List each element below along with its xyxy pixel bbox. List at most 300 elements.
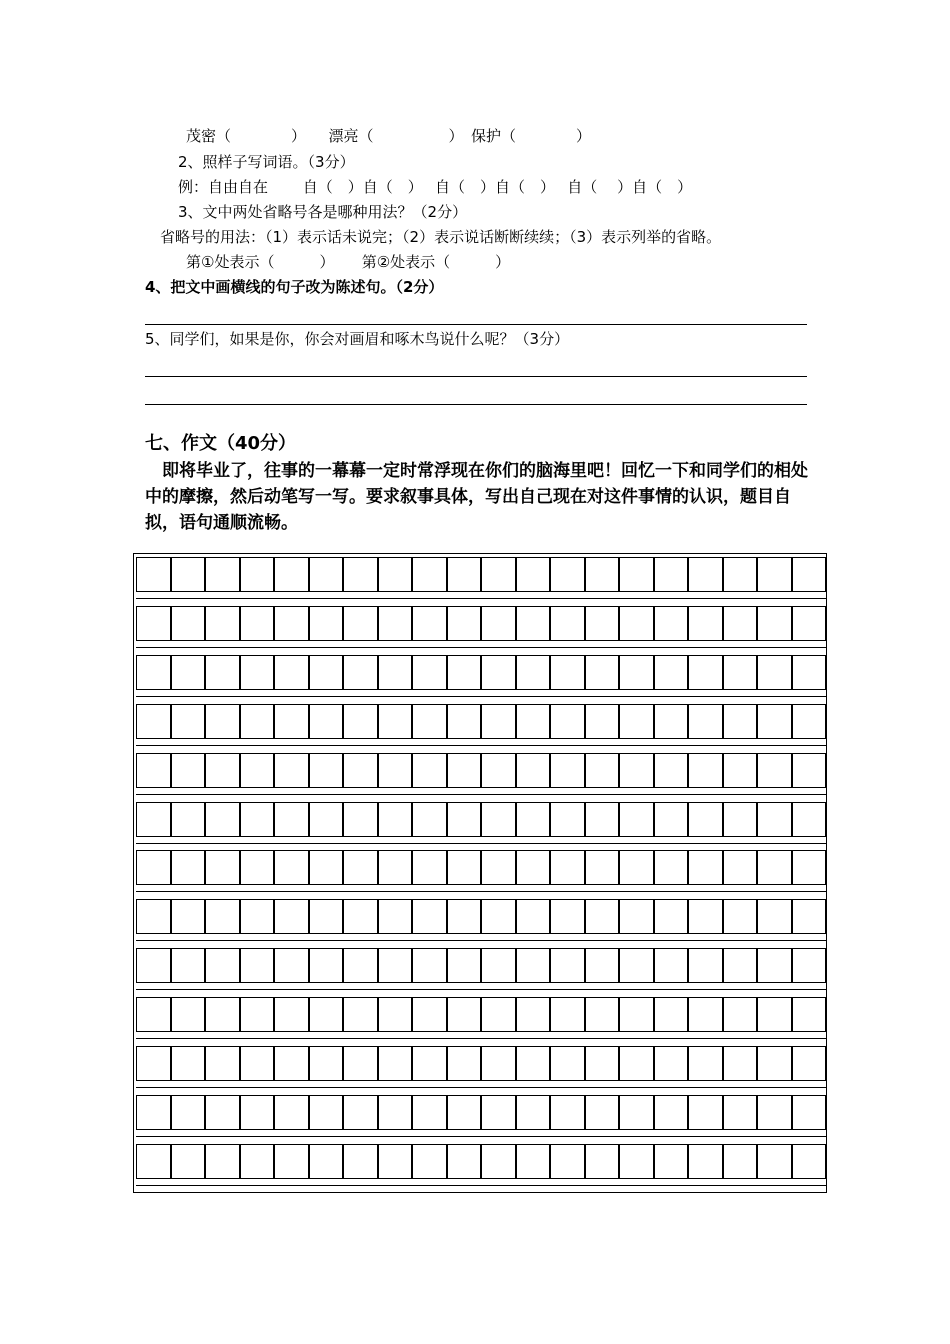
grid-cell[interactable] (378, 1144, 413, 1179)
grid-cell[interactable] (481, 753, 516, 788)
grid-cell[interactable] (274, 606, 309, 641)
grid-cell[interactable] (378, 606, 413, 641)
grid-cell[interactable] (136, 948, 171, 983)
q4-answer-line[interactable] (145, 324, 807, 325)
grid-cell[interactable] (481, 802, 516, 837)
grid-cell[interactable] (343, 948, 378, 983)
grid-row-separator (136, 1087, 826, 1088)
grid-cell[interactable] (654, 850, 689, 885)
grid-row-separator (136, 745, 826, 746)
grid-cell[interactable] (136, 655, 171, 690)
grid-cell[interactable] (585, 1095, 620, 1130)
grid-cell[interactable] (619, 850, 654, 885)
grid-cell[interactable] (550, 606, 585, 641)
grid-cell[interactable] (447, 753, 482, 788)
grid-cell[interactable] (447, 1095, 482, 1130)
grid-cell[interactable] (654, 753, 689, 788)
grid-cell[interactable] (412, 948, 447, 983)
grid-cell[interactable] (792, 753, 827, 788)
grid-cell[interactable] (516, 997, 551, 1032)
grid-cell[interactable] (481, 557, 516, 592)
grid-cell[interactable] (516, 899, 551, 934)
grid-cell[interactable] (309, 997, 344, 1032)
grid-row (136, 948, 826, 983)
grid-cell[interactable] (309, 899, 344, 934)
grid-cell[interactable] (309, 850, 344, 885)
grid-cell[interactable] (619, 1144, 654, 1179)
q3-usage: 省略号的用法：（1）表示话未说完；（2）表示说话断断续续；（3）表示列举的省略。 (160, 228, 722, 246)
grid-cell[interactable] (447, 606, 482, 641)
grid-cell[interactable] (205, 606, 240, 641)
grid-row-separator (136, 696, 826, 697)
grid-cell[interactable] (171, 1095, 206, 1130)
q5-title: 5、同学们，如果是你，你会对画眉和啄木鸟说什么呢？（3分） (145, 330, 570, 348)
grid-cell[interactable] (274, 1095, 309, 1130)
grid-cell[interactable] (378, 948, 413, 983)
grid-cell[interactable] (654, 1046, 689, 1081)
grid-cell[interactable] (240, 899, 275, 934)
grid-cell[interactable] (688, 997, 723, 1032)
grid-cell[interactable] (274, 1144, 309, 1179)
grid-cell[interactable] (447, 899, 482, 934)
grid-cell[interactable] (723, 704, 758, 739)
q3-answers: 第①处表示（ ） 第②处表示（ ） (186, 253, 511, 271)
grid-cell[interactable] (136, 1095, 171, 1130)
grid-cell[interactable] (447, 655, 482, 690)
grid-cell[interactable] (688, 850, 723, 885)
grid-cell[interactable] (757, 704, 792, 739)
grid-cell[interactable] (619, 704, 654, 739)
grid-cell[interactable] (757, 899, 792, 934)
grid-cell[interactable] (792, 850, 827, 885)
grid-cell[interactable] (792, 1095, 827, 1130)
grid-cell[interactable] (688, 753, 723, 788)
grid-cell[interactable] (240, 753, 275, 788)
grid-cell[interactable] (688, 802, 723, 837)
grid-cell[interactable] (205, 557, 240, 592)
grid-cell[interactable] (723, 1144, 758, 1179)
grid-cell[interactable] (309, 753, 344, 788)
grid-cell[interactable] (343, 1046, 378, 1081)
grid-cell[interactable] (792, 557, 827, 592)
grid-cell[interactable] (654, 1144, 689, 1179)
grid-cell[interactable] (550, 655, 585, 690)
grid-cell[interactable] (447, 1144, 482, 1179)
grid-cell[interactable] (240, 997, 275, 1032)
grid-row-separator (136, 891, 826, 892)
grid-cell[interactable] (757, 850, 792, 885)
grid-cell[interactable] (412, 850, 447, 885)
grid-cell[interactable] (654, 1095, 689, 1130)
grid-cell[interactable] (447, 557, 482, 592)
grid-cell[interactable] (654, 704, 689, 739)
grid-row (136, 606, 826, 641)
grid-cell[interactable] (171, 704, 206, 739)
grid-cell[interactable] (516, 753, 551, 788)
grid-cell[interactable] (481, 655, 516, 690)
grid-cell[interactable] (171, 948, 206, 983)
grid-row-separator (136, 1136, 826, 1137)
grid-cell[interactable] (136, 606, 171, 641)
grid-cell[interactable] (205, 948, 240, 983)
grid-cell[interactable] (274, 850, 309, 885)
q1-words: 茂密（ ） 漂亮（ ） 保护（ ） (186, 127, 592, 145)
q5-answer-line-2[interactable] (145, 404, 807, 405)
grid-cell[interactable] (412, 802, 447, 837)
grid-cell[interactable] (378, 1095, 413, 1130)
grid-cell[interactable] (412, 899, 447, 934)
grid-cell[interactable] (240, 1144, 275, 1179)
grid-cell[interactable] (550, 704, 585, 739)
grid-cell[interactable] (171, 997, 206, 1032)
grid-cell[interactable] (274, 802, 309, 837)
grid-cell[interactable] (550, 753, 585, 788)
grid-cell[interactable] (619, 899, 654, 934)
grid-cell[interactable] (343, 753, 378, 788)
grid-row (136, 1144, 826, 1179)
grid-cell[interactable] (412, 997, 447, 1032)
grid-cell[interactable] (171, 802, 206, 837)
grid-row-separator (136, 1038, 826, 1039)
grid-cell[interactable] (757, 1095, 792, 1130)
grid-cell[interactable] (412, 606, 447, 641)
grid-cell[interactable] (619, 557, 654, 592)
grid-cell[interactable] (550, 557, 585, 592)
grid-cell[interactable] (309, 802, 344, 837)
grid-cell[interactable] (481, 997, 516, 1032)
grid-cell[interactable] (136, 850, 171, 885)
grid-cell[interactable] (136, 1144, 171, 1179)
grid-cell[interactable] (723, 997, 758, 1032)
grid-row (136, 802, 826, 837)
grid-cell[interactable] (723, 753, 758, 788)
grid-cell[interactable] (171, 606, 206, 641)
grid-cell[interactable] (136, 1046, 171, 1081)
grid-cell[interactable] (171, 1046, 206, 1081)
grid-cell[interactable] (723, 557, 758, 592)
grid-cell[interactable] (412, 1046, 447, 1081)
grid-cell[interactable] (585, 802, 620, 837)
grid-cell[interactable] (136, 557, 171, 592)
grid-row (136, 557, 826, 592)
grid-row-separator (136, 598, 826, 599)
grid-cell[interactable] (481, 850, 516, 885)
q3-title: 3、文中两处省略号各是哪种用法？（2分） (178, 203, 468, 221)
grid-cell[interactable] (240, 802, 275, 837)
q2-example: 例：自由自在 自（ ）自（ ） 自（ ）自（ ） 自（ ）自（ ） (178, 178, 693, 196)
grid-cell[interactable] (205, 1144, 240, 1179)
grid-cell[interactable] (585, 1046, 620, 1081)
grid-cell[interactable] (654, 606, 689, 641)
grid-cell[interactable] (550, 948, 585, 983)
grid-cell[interactable] (378, 704, 413, 739)
grid-cell[interactable] (378, 557, 413, 592)
grid-row-separator (136, 794, 826, 795)
grid-cell[interactable] (723, 899, 758, 934)
grid-cell[interactable] (585, 557, 620, 592)
grid-cell[interactable] (171, 753, 206, 788)
grid-cell[interactable] (792, 1144, 827, 1179)
grid-cell[interactable] (516, 1144, 551, 1179)
grid-cell[interactable] (343, 655, 378, 690)
grid-cell[interactable] (723, 606, 758, 641)
grid-cell[interactable] (274, 655, 309, 690)
grid-cell[interactable] (412, 1095, 447, 1130)
grid-cell[interactable] (723, 1095, 758, 1130)
grid-cell[interactable] (171, 1144, 206, 1179)
grid-cell[interactable] (412, 557, 447, 592)
grid-cell[interactable] (240, 557, 275, 592)
grid-cell[interactable] (240, 606, 275, 641)
grid-cell[interactable] (550, 1046, 585, 1081)
grid-row (136, 1046, 826, 1081)
grid-cell[interactable] (585, 899, 620, 934)
grid-cell[interactable] (343, 557, 378, 592)
grid-cell[interactable] (274, 704, 309, 739)
grid-cell[interactable] (205, 802, 240, 837)
grid-cell[interactable] (516, 948, 551, 983)
grid-cell[interactable] (550, 850, 585, 885)
grid-row (136, 753, 826, 788)
grid-cell[interactable] (136, 704, 171, 739)
grid-cell[interactable] (688, 1046, 723, 1081)
grid-cell[interactable] (447, 948, 482, 983)
grid-cell[interactable] (654, 948, 689, 983)
grid-cell[interactable] (343, 997, 378, 1032)
grid-cell[interactable] (654, 655, 689, 690)
grid-cell[interactable] (343, 1095, 378, 1130)
grid-cell[interactable] (309, 704, 344, 739)
grid-cell[interactable] (481, 1046, 516, 1081)
grid-cell[interactable] (378, 850, 413, 885)
grid-cell[interactable] (550, 802, 585, 837)
grid-cell[interactable] (171, 655, 206, 690)
q4-title: 4、把文中画横线的句子改为陈述句。（2分） (145, 278, 444, 296)
grid-cell[interactable] (136, 802, 171, 837)
grid-cell[interactable] (309, 1144, 344, 1179)
grid-cell[interactable] (136, 899, 171, 934)
grid-cell[interactable] (481, 606, 516, 641)
grid-cell[interactable] (412, 753, 447, 788)
grid-cell[interactable] (343, 802, 378, 837)
grid-cell[interactable] (343, 1144, 378, 1179)
grid-cell[interactable] (688, 1095, 723, 1130)
grid-cell[interactable] (757, 1046, 792, 1081)
grid-cell[interactable] (619, 1095, 654, 1130)
grid-cell[interactable] (274, 899, 309, 934)
grid-cell[interactable] (309, 1095, 344, 1130)
grid-cell[interactable] (688, 948, 723, 983)
grid-cell[interactable] (205, 704, 240, 739)
grid-cell[interactable] (274, 948, 309, 983)
grid-cell[interactable] (619, 606, 654, 641)
grid-cell[interactable] (205, 850, 240, 885)
grid-row (136, 704, 826, 739)
grid-cell[interactable] (585, 704, 620, 739)
grid-cell[interactable] (205, 899, 240, 934)
grid-cell[interactable] (378, 802, 413, 837)
grid-cell[interactable] (757, 606, 792, 641)
composition-prompt: 即将毕业了，往事的一幕幕一定时常浮现在你们的脑海里吧！回忆一下和同学们的相处中的摩擦，然后动笔写一写。要求叙事具体，写出自己现在对这件事情的认识，题目自拟，语句通顺流畅。 (145, 461, 808, 533)
grid-cell[interactable] (757, 753, 792, 788)
grid-cell[interactable] (309, 557, 344, 592)
grid-cell[interactable] (688, 899, 723, 934)
grid-cell[interactable] (792, 802, 827, 837)
grid-cell[interactable] (723, 802, 758, 837)
grid-row-separator (136, 940, 826, 941)
grid-cell[interactable] (619, 753, 654, 788)
grid-cell[interactable] (378, 655, 413, 690)
grid-cell[interactable] (619, 655, 654, 690)
grid-cell[interactable] (516, 850, 551, 885)
grid-row-separator (136, 1185, 826, 1186)
grid-cell[interactable] (378, 753, 413, 788)
grid-cell[interactable] (619, 997, 654, 1032)
grid-cell[interactable] (654, 802, 689, 837)
grid-cell[interactable] (757, 802, 792, 837)
grid-cell[interactable] (447, 850, 482, 885)
grid-cell[interactable] (792, 997, 827, 1032)
grid-cell[interactable] (723, 1046, 758, 1081)
grid-cell[interactable] (412, 704, 447, 739)
grid-cell[interactable] (240, 1095, 275, 1130)
grid-cell[interactable] (585, 948, 620, 983)
grid-cell[interactable] (516, 1095, 551, 1130)
grid-cell[interactable] (447, 1046, 482, 1081)
grid-cell[interactable] (688, 606, 723, 641)
grid-row (136, 655, 826, 690)
grid-cell[interactable] (481, 704, 516, 739)
grid-row-separator (136, 647, 826, 648)
grid-cell[interactable] (447, 997, 482, 1032)
grid-cell[interactable] (205, 1095, 240, 1130)
grid-cell[interactable] (723, 948, 758, 983)
composition-grid[interactable] (133, 553, 827, 1193)
grid-cell[interactable] (205, 655, 240, 690)
grid-cell[interactable] (585, 655, 620, 690)
grid-cell[interactable] (343, 899, 378, 934)
grid-cell[interactable] (481, 1144, 516, 1179)
grid-cell[interactable] (550, 1144, 585, 1179)
grid-cell[interactable] (585, 850, 620, 885)
grid-cell[interactable] (274, 997, 309, 1032)
grid-row-separator (136, 989, 826, 990)
grid-cell[interactable] (343, 704, 378, 739)
grid-cell[interactable] (688, 1144, 723, 1179)
grid-cell[interactable] (688, 704, 723, 739)
grid-cell[interactable] (654, 899, 689, 934)
grid-cell[interactable] (550, 1095, 585, 1130)
composition-title: 七、作文（40分） (145, 433, 297, 454)
grid-cell[interactable] (723, 850, 758, 885)
grid-cell[interactable] (516, 802, 551, 837)
grid-cell[interactable] (309, 606, 344, 641)
grid-cell[interactable] (792, 1046, 827, 1081)
grid-cell[interactable] (757, 557, 792, 592)
grid-cell[interactable] (654, 557, 689, 592)
grid-cell[interactable] (550, 997, 585, 1032)
grid-cell[interactable] (171, 899, 206, 934)
grid-row (136, 1095, 826, 1130)
grid-cell[interactable] (240, 850, 275, 885)
grid-cell[interactable] (205, 753, 240, 788)
grid-cell[interactable] (240, 948, 275, 983)
grid-cell[interactable] (792, 655, 827, 690)
grid-cell[interactable] (792, 704, 827, 739)
grid-cell[interactable] (585, 606, 620, 641)
q5-answer-line-1[interactable] (145, 376, 807, 377)
grid-cell[interactable] (516, 1046, 551, 1081)
grid-cell[interactable] (723, 655, 758, 690)
grid-cell[interactable] (550, 899, 585, 934)
grid-cell[interactable] (447, 802, 482, 837)
grid-cell[interactable] (516, 655, 551, 690)
grid-row (136, 850, 826, 885)
grid-cell[interactable] (619, 802, 654, 837)
grid-row (136, 997, 826, 1032)
grid-cell[interactable] (585, 753, 620, 788)
grid-cell[interactable] (654, 997, 689, 1032)
grid-cell[interactable] (274, 753, 309, 788)
grid-cell[interactable] (585, 1144, 620, 1179)
grid-cell[interactable] (585, 997, 620, 1032)
grid-cell[interactable] (757, 948, 792, 983)
grid-cell[interactable] (309, 1046, 344, 1081)
grid-cell[interactable] (343, 606, 378, 641)
grid-cell[interactable] (171, 557, 206, 592)
grid-cell[interactable] (688, 655, 723, 690)
grid-cell[interactable] (240, 1046, 275, 1081)
grid-cell[interactable] (481, 1095, 516, 1130)
grid-cell[interactable] (378, 1046, 413, 1081)
grid-cell[interactable] (309, 655, 344, 690)
grid-cell[interactable] (516, 704, 551, 739)
grid-cell[interactable] (343, 850, 378, 885)
grid-cell[interactable] (309, 948, 344, 983)
grid-cell[interactable] (412, 655, 447, 690)
grid-row-separator (136, 843, 826, 844)
grid-cell[interactable] (619, 1046, 654, 1081)
grid-row (136, 899, 826, 934)
grid-cell[interactable] (481, 899, 516, 934)
grid-cell[interactable] (205, 1046, 240, 1081)
q2-title: 2、照样子写词语。（3分） (178, 153, 355, 171)
grid-cell[interactable] (481, 948, 516, 983)
grid-cell[interactable] (274, 1046, 309, 1081)
grid-cell[interactable] (447, 704, 482, 739)
grid-cell[interactable] (619, 948, 654, 983)
grid-cell[interactable] (378, 899, 413, 934)
grid-cell[interactable] (274, 557, 309, 592)
grid-cell[interactable] (757, 997, 792, 1032)
grid-cell[interactable] (378, 997, 413, 1032)
grid-cell[interactable] (136, 753, 171, 788)
grid-cell[interactable] (516, 606, 551, 641)
grid-cell[interactable] (171, 850, 206, 885)
grid-cell[interactable] (412, 1144, 447, 1179)
grid-cell[interactable] (792, 899, 827, 934)
grid-cell[interactable] (516, 557, 551, 592)
grid-cell[interactable] (757, 1144, 792, 1179)
grid-cell[interactable] (240, 704, 275, 739)
grid-cell[interactable] (205, 997, 240, 1032)
grid-cell[interactable] (136, 997, 171, 1032)
grid-cell[interactable] (240, 655, 275, 690)
grid-cell[interactable] (792, 606, 827, 641)
grid-cell[interactable] (688, 557, 723, 592)
grid-cell[interactable] (792, 948, 827, 983)
grid-cell[interactable] (757, 655, 792, 690)
